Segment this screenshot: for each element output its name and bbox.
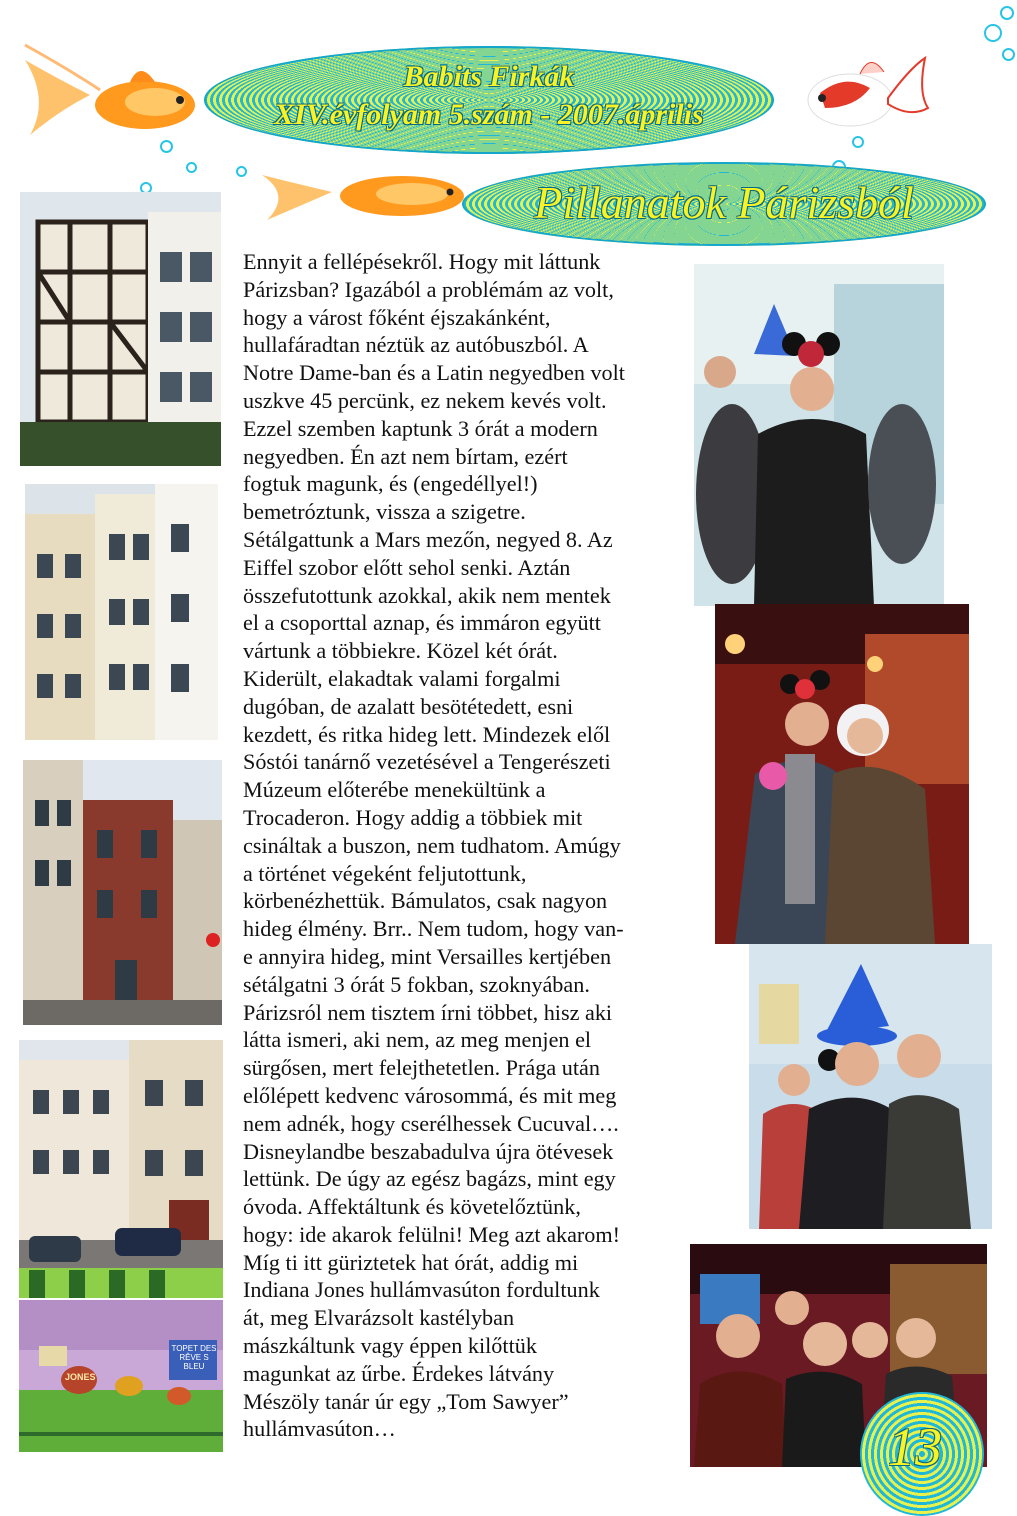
article-line: vártunk a többiekre. Közel két órát. xyxy=(243,638,558,664)
article-line: óvoda. Affektáltunk és követelőztünk, xyxy=(243,1194,581,1220)
article-line: Ennyit a fellépésekről. Hogy mit láttunk xyxy=(243,249,601,274)
article-line: a történet végeként feljutottunk, xyxy=(243,860,527,886)
article-line: látta ismeri, aki nem, az meg menjen el xyxy=(243,1027,592,1053)
goldfish-left xyxy=(20,40,200,140)
page-number: 13 xyxy=(888,1417,942,1477)
article-line: összefutottunk azokkal, akik nem mentek xyxy=(243,582,611,608)
bubble xyxy=(984,24,1002,42)
article-line: Ezzel szemben kaptunk 3 órát a modern xyxy=(243,415,598,441)
article-line: körbenézhettük. Bámulatos, csak nagyon xyxy=(243,888,608,914)
bubble xyxy=(236,166,247,177)
page-title: Pillanatok Párizsból xyxy=(534,177,914,228)
article-line: hogy a várost főként éjszakánként, xyxy=(243,304,551,330)
article-line: Sóstói tanárnő vezetésével a Tengerészeti xyxy=(243,749,611,775)
photo-boys-mall xyxy=(694,264,944,606)
article-line: Párizsról nem tisztem írni többet, hisz aki xyxy=(243,999,613,1025)
article-line: Disneylandbe beszabadulva újra ötévesek xyxy=(243,1138,614,1164)
bubble xyxy=(1002,48,1015,61)
article-body xyxy=(243,248,625,1443)
article-line: uszkve 45 percünk, ez nekem kevés volt. xyxy=(243,387,607,413)
photo-couple-shop xyxy=(715,604,969,944)
article-line: e annyira hideg, mint Versailles kertjében xyxy=(243,943,612,969)
article-line: Notre Dame-ban és a Latin negyedben volt xyxy=(243,360,625,386)
bubble xyxy=(160,140,173,153)
barrel-label: JONES xyxy=(65,1372,96,1382)
page-number-circle xyxy=(860,1392,984,1516)
article-line: nem adnék, hogy cserélhessek Cucuval…. xyxy=(243,1110,619,1136)
article-line: Trocaderon. Hogy addig a többiek mit xyxy=(243,804,583,830)
article-line: Múzeum előterébe menekültünk a xyxy=(243,777,546,803)
article-line: kezdett, és ritka hideg lett. Mindezek elől xyxy=(243,721,611,747)
bubble xyxy=(1000,6,1014,20)
article-line: magunkat az űrbe. Érdekes látvány xyxy=(243,1360,555,1386)
article-line: Párizsban? Igazából a problémám az volt, xyxy=(243,276,614,302)
photo-wizard-hat xyxy=(749,944,992,1229)
header-line1: Babits Firkák xyxy=(403,60,575,93)
article-line: Indiana Jones hullámvasúton fordultunk xyxy=(243,1277,600,1303)
article-line: Míg ti itt güriztetek hat órát, addig mi xyxy=(243,1249,579,1275)
header-line2: XIV.évfolyam 5.szám - 2007.április xyxy=(274,98,704,131)
article-line: mászkáltunk vagy éppen kilőttük xyxy=(243,1333,537,1359)
article-line: dugóban, de azalatt besötétedett, esni xyxy=(243,693,574,719)
article-line: előlépett kedvenc városommá, és mit meg xyxy=(243,1082,617,1108)
article-line: fogtuk magunk, és (engedéllyel!) xyxy=(243,471,538,497)
photo-red-brick-house xyxy=(23,760,222,1025)
article-line: hideg élmény. Brr.. Nem tudom, hogy van- xyxy=(243,916,624,942)
article-line: hullámvasúton… xyxy=(243,1416,396,1442)
article-line: Mészöly tanár úr egy „Tom Sawyer” xyxy=(243,1388,569,1414)
article-line: át, meg Elvarázsolt kastélyban xyxy=(243,1305,515,1331)
goldfish-middle xyxy=(262,160,472,230)
koi-fish-right xyxy=(800,48,930,148)
photo-street-cars xyxy=(19,1040,223,1298)
photo-timbered-house xyxy=(20,192,221,466)
article-line: lettünk. De úgy az egész bagázs, mint egy xyxy=(243,1166,616,1192)
article-line: sétálgatni 3 órát 5 fokban, szoknyában. xyxy=(243,971,590,997)
article-line: bemetróztunk, vissza a szigetre. xyxy=(243,499,526,525)
photo-disneyland-garden xyxy=(19,1300,223,1452)
article-line: sürgősen, mert felejthetetlen. Prága után xyxy=(243,1055,600,1081)
bubble xyxy=(186,162,197,173)
article-line: negyedben. Én azt nem bírtam, ezért xyxy=(243,443,568,469)
article-line: hullafáradtan néztük az autóbuszból. A xyxy=(243,332,589,358)
article-line: Kiderült, elakadtak valami forgalmi xyxy=(243,665,561,691)
title-oval xyxy=(462,162,986,246)
article-line: hogy: ide akarok felülni! Meg azt akarom! xyxy=(243,1221,621,1247)
article-line: csináltak a buszon, nem tudhatom. Amúgy xyxy=(243,832,621,858)
article-line: el a csoporttal aznap, és immáron együtt xyxy=(243,610,601,636)
article-line: Eiffel szobor előtt sehol senki. Aztán xyxy=(243,554,571,580)
photo-street-facades xyxy=(25,484,218,740)
disney-sign-text: TOPET DES RÊVE S BLEU xyxy=(171,1344,217,1371)
article-line: Sétálgattunk a Mars mezőn, negyed 8. Az xyxy=(243,526,613,552)
header-oval xyxy=(204,46,774,154)
